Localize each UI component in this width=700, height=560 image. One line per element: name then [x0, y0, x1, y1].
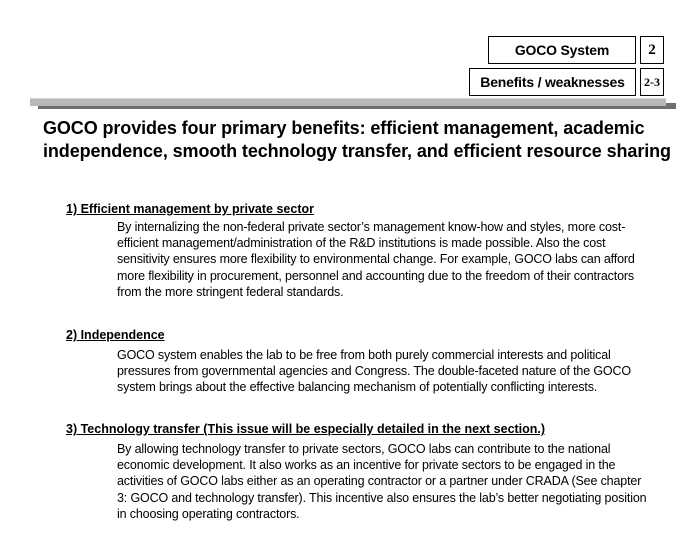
- page-number: 2-3: [640, 68, 664, 96]
- section-heading-technology-transfer: 3) Technology transfer (This issue will be especially detailed in the next section.): [66, 422, 546, 436]
- section-heading-independence: 2) Independence: [66, 328, 165, 342]
- slide-headline: GOCO provides four primary benefits: efficient management, academic independence, smooth technology transfer, and efficient resource sharing: [43, 118, 671, 161]
- divider-rule: [30, 98, 666, 106]
- section-body-efficient-management: By internalizing the non-federal private sector’s management know-how and styles, more cost-efficient management/administration of the R&D institutions is made possible. Also the cost sensitivity ensures more flexibility to environmental change. For example, GOCO labs can afford more flexibility in procurement, personnel and accounting due to the freedom of their contractors from the more stringent federal standards.: [117, 220, 635, 299]
- header-subtitle: Benefits / weaknesses: [469, 68, 636, 96]
- section-body-technology-transfer: By allowing technology transfer to private sectors, GOCO labs can contribute to the national economic development. It also works as an incentive for private sectors to be engaged in the activities of GOCO labs either as an operating contractor or a partner under CRADA (See chapter 3: GOCO and technology transfer). This incentive also ensures the lab’s better negotiating position in choosing operating contractors.: [117, 442, 647, 521]
- section-body-independence: GOCO system enables the lab to be free from both purely commercial interests and political pressures from governmental agencies and Congress. The double-faceted nature of the GOCO system brings about the effective balancing mechanism of potentially conflicting interests.: [117, 348, 631, 395]
- header-title: GOCO System: [488, 36, 636, 64]
- section-heading-efficient-management: 1) Efficient management by private sector: [66, 202, 314, 216]
- chapter-number: 2: [640, 36, 664, 64]
